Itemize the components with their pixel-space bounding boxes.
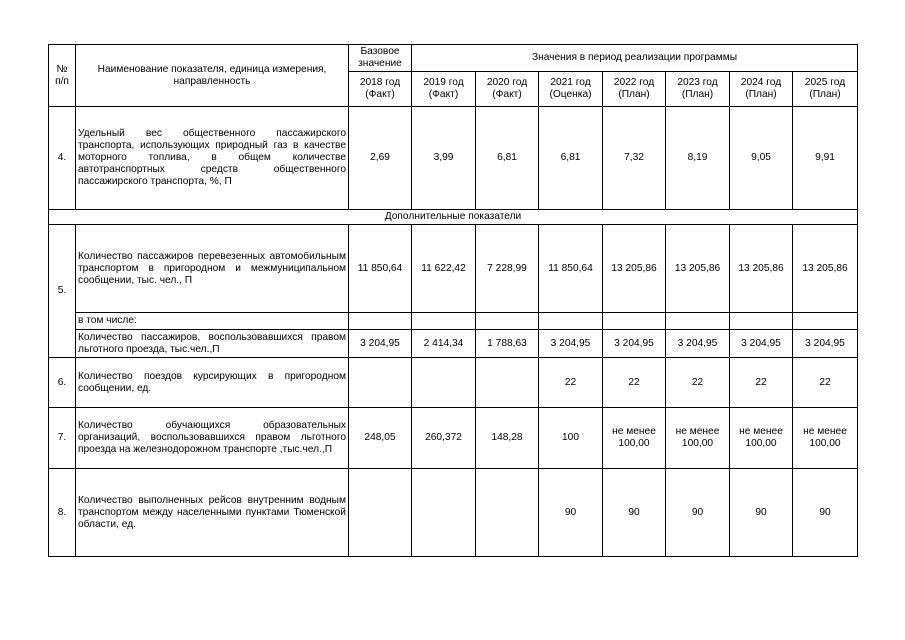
cell-value: 22 xyxy=(666,358,730,408)
cell-value: 8,19 xyxy=(666,107,730,210)
header-year-2020: 2020 год (Факт) xyxy=(476,72,539,107)
cell-value: 90 xyxy=(603,469,666,557)
cell-value xyxy=(349,358,412,408)
cell-value: 100 xyxy=(539,408,603,469)
cell-value: 3 204,95 xyxy=(666,330,730,358)
cell-value: 90 xyxy=(539,469,603,557)
cell-value: 248,05 xyxy=(349,408,412,469)
cell-value: 7 228,99 xyxy=(476,225,539,313)
row-name: Количество выполненных рейсов внутренним водным транспортом между населенными пунктами Тюменской области, ед. xyxy=(76,469,349,557)
cell-value: 11 850,64 xyxy=(349,225,412,313)
cell-value: 9,91 xyxy=(793,107,858,210)
row-sub-name: Количество пассажиров, воспользовавшихся правом льготного проезда, тыс.чел.,П xyxy=(76,330,349,358)
header-year-2024: 2024 год (План) xyxy=(730,72,793,107)
table-row xyxy=(49,225,858,313)
row-num: 5. xyxy=(49,225,76,358)
row-name: Удельный вес общественного пассажирского транспорта, использующих природный газ в качестве моторного топлива, в общем количестве автотранспортных средств общественного пассажирского транспорта, %, П xyxy=(76,107,349,210)
cell-value: 1 788,63 xyxy=(476,330,539,358)
cell-value xyxy=(476,469,539,557)
indicators-table xyxy=(48,44,858,557)
row-num: 6. xyxy=(49,358,76,408)
cell-value xyxy=(476,358,539,408)
row-name: Количество пассажиров перевезенных автомобильным транспортом в пригородном и межмуниципальном сообщении, тыс. чел., П xyxy=(76,225,349,313)
cell-value: 22 xyxy=(793,358,858,408)
cell-value: 3,99 xyxy=(412,107,476,210)
cell-value: не менее 100,00 xyxy=(666,408,730,469)
cell-value: 13 205,86 xyxy=(730,225,793,313)
including-label: в том числе: xyxy=(76,313,349,330)
row-num: 4. xyxy=(49,107,76,210)
header-year-2019: 2019 год (Факт) xyxy=(412,72,476,107)
row-num: 7. xyxy=(49,408,76,469)
header-year-2023: 2023 год (План) xyxy=(666,72,730,107)
cell-value: 2 414,34 xyxy=(412,330,476,358)
cell-value: не менее 100,00 xyxy=(603,408,666,469)
section-header: Дополнительные показатели xyxy=(49,210,858,225)
cell-value: 13 205,86 xyxy=(666,225,730,313)
cell-value: 3 204,95 xyxy=(793,330,858,358)
cell-value: 9,05 xyxy=(730,107,793,210)
cell-value xyxy=(412,469,476,557)
cell-value: 6,81 xyxy=(539,107,603,210)
header-year-2021: 2021 год (Оценка) xyxy=(539,72,603,107)
table-row xyxy=(49,358,858,408)
cell-value xyxy=(412,358,476,408)
table-row xyxy=(49,408,858,469)
cell-value: 90 xyxy=(793,469,858,557)
cell-value: 2,69 xyxy=(349,107,412,210)
cell-value: не менее 100,00 xyxy=(793,408,858,469)
header-period: Значения в период реализации программы xyxy=(412,45,858,72)
row-name: Количество обучающихся образовательных организаций, воспользовавшихся правом льготного проезда на железнодорожном транспорте ,тыс.чел.,П xyxy=(76,408,349,469)
cell-value: 13 205,86 xyxy=(603,225,666,313)
cell-value: не менее 100,00 xyxy=(730,408,793,469)
cell-value: 6,81 xyxy=(476,107,539,210)
cell-value: 13 205,86 xyxy=(793,225,858,313)
table-row xyxy=(49,469,858,557)
cell-value: 3 204,95 xyxy=(603,330,666,358)
row-num: 8. xyxy=(49,469,76,557)
table-row xyxy=(49,330,858,358)
header-year-2022: 2022 год (План) xyxy=(603,72,666,107)
header-year-2025: 2025 год (План) xyxy=(793,72,858,107)
cell-value: 3 204,95 xyxy=(730,330,793,358)
cell-value: 11 850,64 xyxy=(539,225,603,313)
cell-value: 90 xyxy=(666,469,730,557)
table-row xyxy=(49,107,858,210)
cell-value: 22 xyxy=(603,358,666,408)
cell-value: 11 622,42 xyxy=(412,225,476,313)
cell-value xyxy=(349,469,412,557)
cell-value: 3 204,95 xyxy=(349,330,412,358)
cell-value: 22 xyxy=(539,358,603,408)
header-num: № п/п xyxy=(49,45,76,107)
header-year-2018: 2018 год (Факт) xyxy=(349,72,412,107)
header-name: Наименование показателя, единица измерения, направленность xyxy=(76,45,349,107)
cell-value: 22 xyxy=(730,358,793,408)
row-name: Количество поездов курсирующих в пригородном сообщении, ед. xyxy=(76,358,349,408)
header-base: Базовое значение xyxy=(349,45,412,72)
cell-value: 7,32 xyxy=(603,107,666,210)
table-row xyxy=(49,313,858,330)
cell-value: 3 204,95 xyxy=(539,330,603,358)
cell-value: 90 xyxy=(730,469,793,557)
cell-value: 148,28 xyxy=(476,408,539,469)
cell-value: 260,372 xyxy=(412,408,476,469)
